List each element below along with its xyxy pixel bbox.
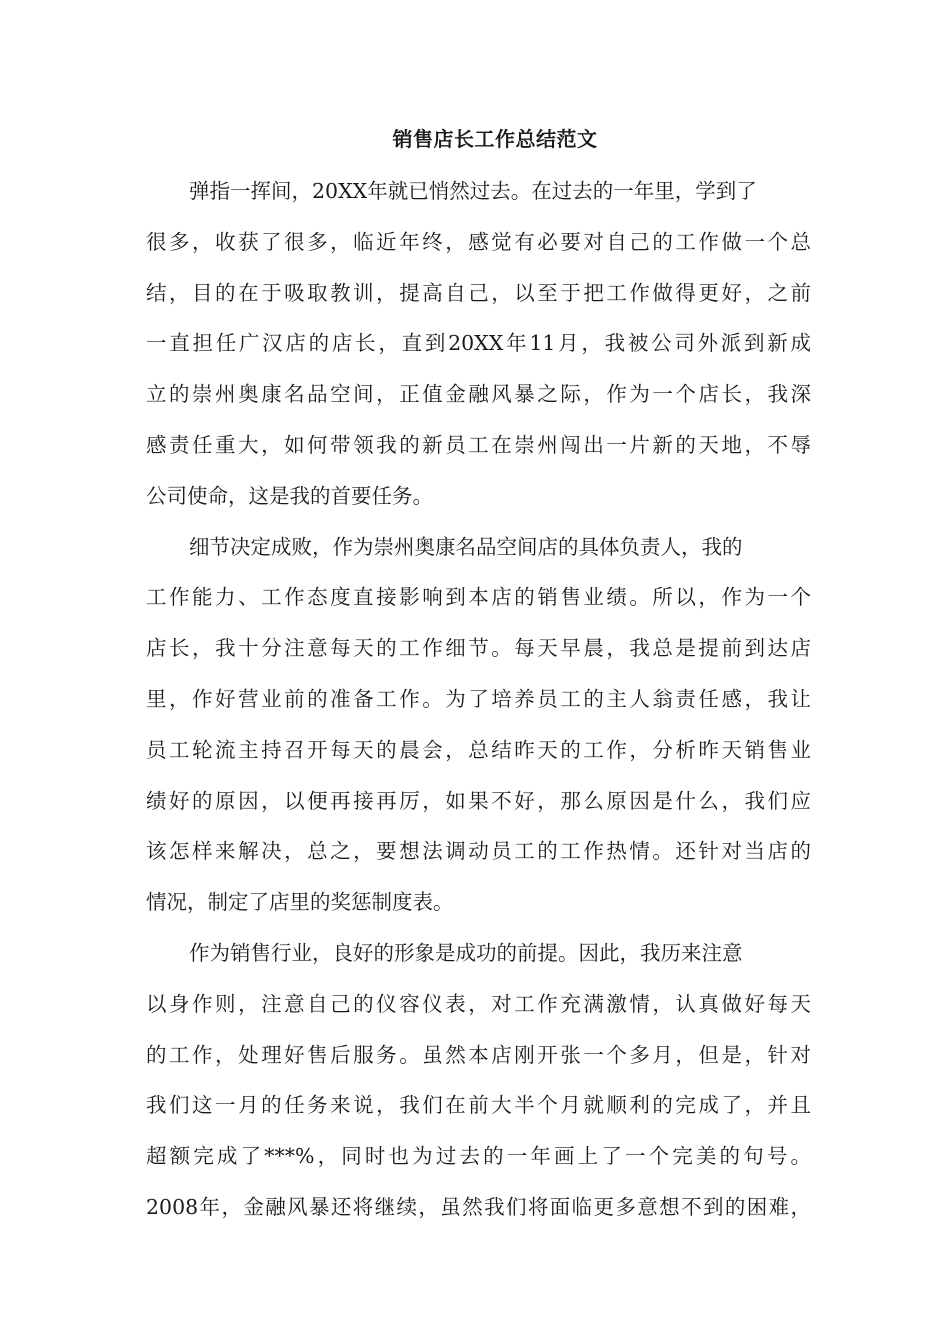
paragraph-2-line: 员工轮流主持召开每天的晨会，总结昨天的工作，分析昨天销售业 — [146, 737, 811, 762]
paragraph-1-line: 弹指一挥间，20XX年就已悄然过去。在过去的一年里，学到了 — [189, 179, 757, 203]
document-body — [146, 166, 811, 1233]
paragraph-3-line: 超额完成了***%，同时也为过去的一年画上了一个完美的句号。 — [146, 1144, 811, 1169]
paragraph-3-line: 以身作则，注意自己的仪容仪表，对工作充满激情，认真做好每天 — [146, 991, 811, 1016]
paragraph-1-line: 结，目的在于吸取教训，提高自己，以至于把工作做得更好，之前 — [146, 280, 811, 305]
paragraph-3-line: 我们这一月的任务来说，我们在前大半个月就顺利的完成了，并且 — [146, 1093, 811, 1118]
paragraph-2-line: 店长，我十分注意每天的工作细节。每天早晨，我总是提前到达店 — [146, 636, 811, 661]
paragraph-1-line: 一直担任广汉店的店长，直到20XX年11月，我被公司外派到新成 — [146, 331, 811, 356]
paragraph-1-line: 很多，收获了很多，临近年终，感觉有必要对自己的工作做一个总 — [146, 229, 811, 254]
paragraph-2-line: 绩好的原因，以便再接再厉，如果不好，那么原因是什么，我们应 — [146, 788, 811, 813]
document-title: 销售店长工作总结范文 — [392, 127, 598, 151]
paragraph-1-line: 公司使命，这是我的首要任务。 — [146, 483, 433, 508]
paragraph-2-line: 细节决定成败，作为崇州奥康名品空间店的具体负责人，我的 — [189, 534, 743, 559]
paragraph-3-line: 的工作，处理好售后服务。虽然本店刚开张一个多月，但是，针对 — [146, 1042, 811, 1067]
paragraph-3-line: 作为销售行业，良好的形象是成功的前提。因此，我历来注意 — [189, 940, 743, 965]
paragraph-2-line: 工作能力、工作态度直接影响到本店的销售业绩。所以，作为一个 — [146, 585, 811, 610]
paragraph-2-line: 情况，制定了店里的奖惩制度表。 — [146, 890, 454, 915]
paragraph-1-line: 感责任重大，如何带领我的新员工在崇州闯出一片新的天地，不辱 — [146, 432, 811, 457]
paragraph-2-line: 该怎样来解决，总之，要想法调动员工的工作热情。还针对当店的 — [146, 839, 811, 864]
paragraph-1-line: 立的崇州奥康名品空间，正值金融风暴之际，作为一个店长，我深 — [146, 382, 811, 407]
paragraph-3-line: 2008年，金融风暴还将继续，虽然我们将面临更多意想不到的困难， — [146, 1194, 811, 1219]
paragraph-2-line: 里，作好营业前的准备工作。为了培养员工的主人翁责任感，我让 — [146, 686, 811, 711]
